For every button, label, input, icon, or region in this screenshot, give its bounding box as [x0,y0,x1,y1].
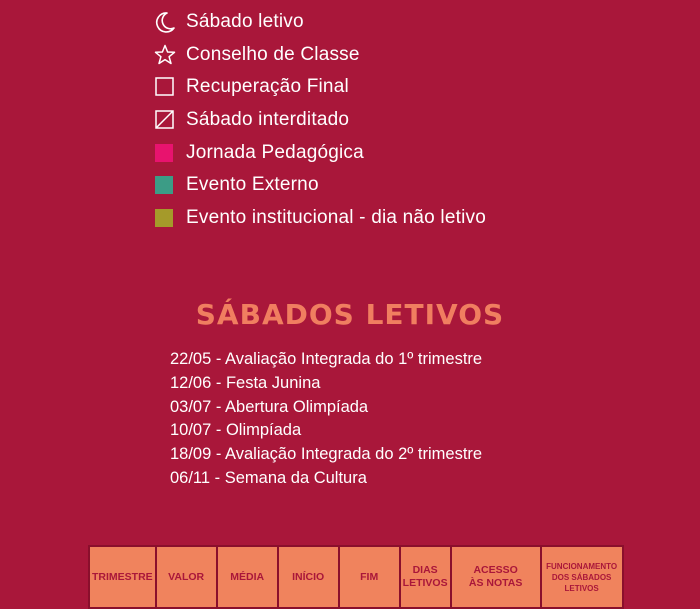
list-item: 22/05 - Avaliação Integrada do 1º trimestre [170,350,483,368]
list-item: 12/06 - Festa Junina [170,373,321,392]
column-header-acesso-notas: ACESSO ÀS NOTAS [451,546,541,608]
legend-label: Jornada Pedagógica [186,141,364,163]
square-outline-icon [154,76,176,98]
legend-label: Evento Externo [186,174,319,196]
column-header-media: MÉDIA [217,546,278,608]
column-header-trimestre: TRIMESTRE [89,546,156,608]
column-header-fim: FIM [339,546,400,608]
grades-table [88,545,624,609]
list-item: 10/07 - Olimpíada [170,421,302,440]
moon-icon [154,11,176,33]
legend-label: Conselho de Classe [186,43,360,65]
list-item: 06/11 - Semana da Cultura [170,468,367,487]
legend-item-conselho [154,39,486,72]
legend-label: Recuperação Final [186,76,349,98]
legend-item-interditado [154,104,486,137]
olive-square-icon [155,209,173,227]
column-header-valor: VALOR [156,546,217,608]
column-header-inicio: INÍCIO [278,546,339,608]
legend-label: Sábado letivo [186,11,304,33]
star-icon [154,44,176,66]
legend-item-jornada [154,136,486,169]
column-header-funcionamento: FUNCIONAMENTO DOS SÁBADOS LETIVOS [541,546,623,608]
section-title: SÁBADOS LETIVOS [195,298,505,331]
legend-item-evento-institucional [154,202,486,235]
legend-item-recuperacao [154,71,486,104]
events-list [170,348,482,491]
column-header-dias-letivos: DIAS LETIVOS [400,546,451,608]
legend-item-sabado-letivo [154,6,486,39]
teal-square-icon [155,176,173,194]
table-header-row [89,546,623,608]
legend-item-evento-externo [154,169,486,202]
pink-square-icon [155,144,173,162]
legend-label: Evento institucional - dia não letivo [186,206,486,228]
legend-label: Sábado interditado [186,109,350,131]
list-item: 18/09 - Avaliação Integrada do 2º trimestre [170,445,483,464]
crossed-square-icon [154,109,176,131]
legend [154,6,486,234]
list-item: 03/07 - Abertura Olimpíada [170,397,369,416]
